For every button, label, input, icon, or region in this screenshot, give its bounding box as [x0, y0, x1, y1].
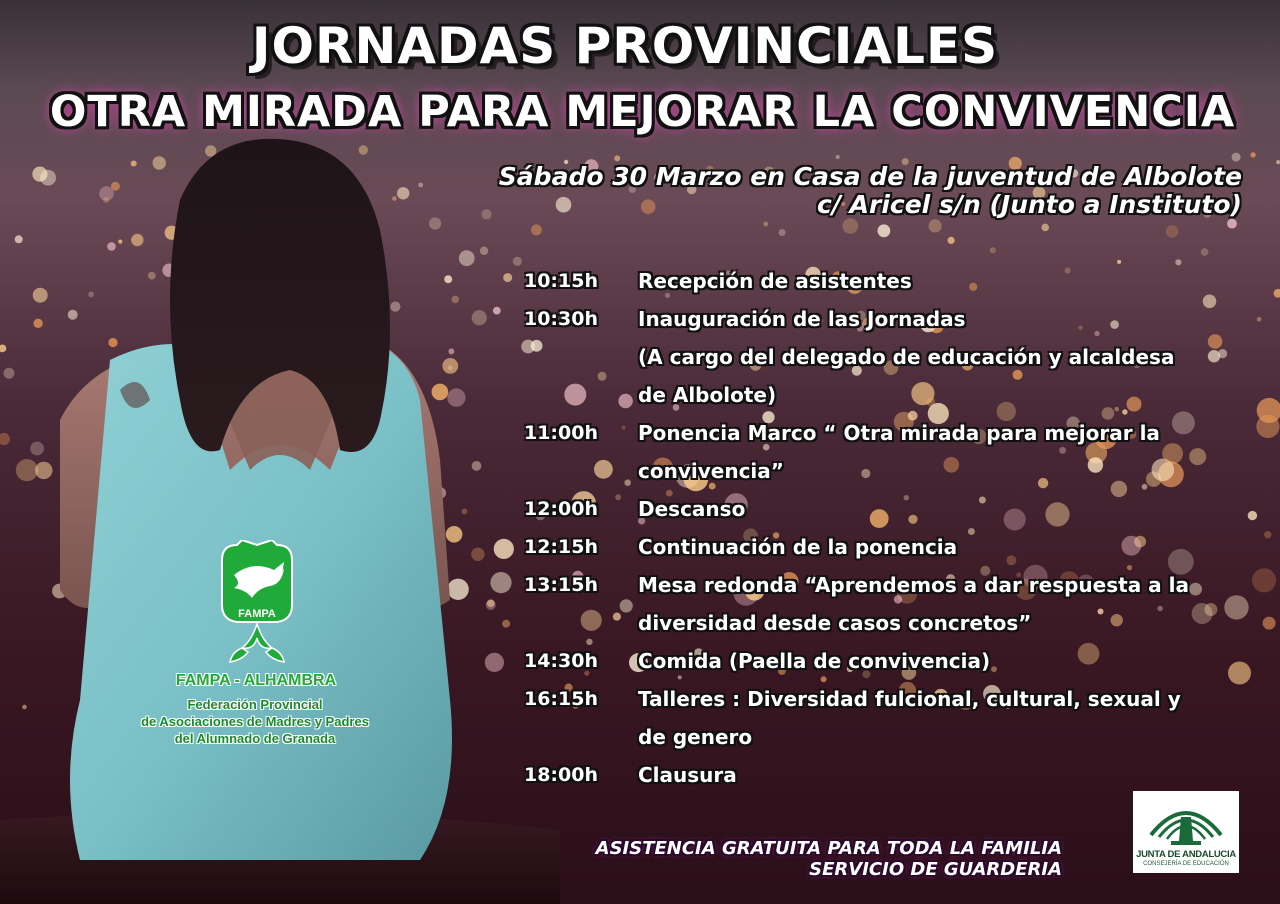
schedule-time: 18:00h	[523, 764, 598, 786]
subtitle: OTRA MIRADA PARA MEJORAR LA CONVIVENCIA	[49, 87, 1236, 137]
schedule-description-line: de genero	[638, 725, 753, 749]
schedule-description-line: Talleres : Diversidad fulcional, cultural, sexual y	[638, 687, 1181, 711]
schedule-description-line: Mesa redonda “Aprendemos a dar respuesta a la	[638, 573, 1189, 597]
schedule-description	[638, 414, 1240, 490]
junta-andalucia-logo	[1133, 791, 1239, 873]
schedule-description-line: Comida (Paella de convivencia)	[638, 649, 991, 673]
junta-name: JUNTA DE ANDALUCIA	[1136, 849, 1236, 860]
schedule-row	[500, 414, 1240, 490]
schedule-description	[638, 300, 1240, 414]
schedule-description-line: Recepción de asistentes	[638, 269, 912, 293]
schedule-time: 14:30h	[523, 650, 598, 672]
schedule-description	[638, 680, 1240, 756]
schedule-description-line: Clausura	[638, 763, 737, 787]
schedule-row	[500, 490, 1240, 528]
schedule-description-line: Descanso	[638, 497, 746, 521]
junta-department: CONSEJERÍA DE EDUCACIÓN	[1143, 861, 1229, 867]
schedule-time: 10:30h	[523, 308, 598, 330]
schedule-row	[500, 528, 1240, 566]
fampa-description-line-2: de Asociaciones de Madres y Padres	[141, 714, 369, 729]
schedule-time: 16:15h	[523, 688, 598, 710]
schedule-row	[500, 262, 1240, 300]
junta-emblem-icon	[1141, 795, 1231, 847]
schedule-row	[500, 680, 1240, 756]
event-date-place: Sábado 30 Marzo en Casa de la juventud de Albolote	[498, 162, 1242, 191]
schedule-description	[638, 642, 1240, 680]
schedule-description-line: (A cargo del delegado de educación y alcaldesa	[638, 345, 1175, 369]
schedule-time: 13:15h	[523, 574, 598, 596]
schedule-row	[500, 642, 1240, 680]
schedule-description-line: Continuación de la ponencia	[638, 535, 958, 559]
schedule-description	[638, 490, 1240, 528]
schedule-list	[500, 262, 1240, 794]
schedule-description-line: Ponencia Marco “ Otra mirada para mejorar la	[638, 421, 1160, 445]
footer-free-attendance: ASISTENCIA GRATUITA PARA TODA LA FAMILIA	[595, 838, 1062, 859]
schedule-description-line: convivencia”	[638, 459, 784, 483]
schedule-description	[638, 566, 1240, 642]
fampa-emblem-label: FAMPA	[238, 608, 276, 620]
schedule-description-line: diversidad desde casos concretos”	[638, 611, 1032, 635]
footer-childcare: SERVICIO DE GUARDERIA	[809, 859, 1062, 880]
fampa-description-line-1: Federación Provincial	[187, 697, 323, 712]
schedule-time: 12:15h	[523, 536, 598, 558]
schedule-time: 11:00h	[523, 422, 598, 444]
schedule-row	[500, 300, 1240, 414]
schedule-description-line: Inauguración de las Jornadas	[638, 307, 966, 331]
schedule-description	[638, 756, 1240, 794]
fampa-description-line-3: del Alumnado de Granada	[174, 731, 336, 746]
schedule-time: 12:00h	[523, 498, 598, 520]
schedule-description	[638, 528, 1240, 566]
schedule-description-line: de Albolote)	[638, 383, 777, 407]
fampa-emblem-icon	[212, 540, 302, 670]
schedule-row	[500, 566, 1240, 642]
event-address: c/ Aricel s/n (Junto a Instituto)	[817, 190, 1242, 219]
main-title: JORNADAS PROVINCIALES	[251, 17, 999, 75]
schedule-description	[638, 262, 1240, 300]
schedule-time: 10:15h	[523, 270, 598, 292]
fampa-name: FAMPA - ALHAMBRA	[175, 672, 337, 689]
schedule-row	[500, 756, 1240, 794]
